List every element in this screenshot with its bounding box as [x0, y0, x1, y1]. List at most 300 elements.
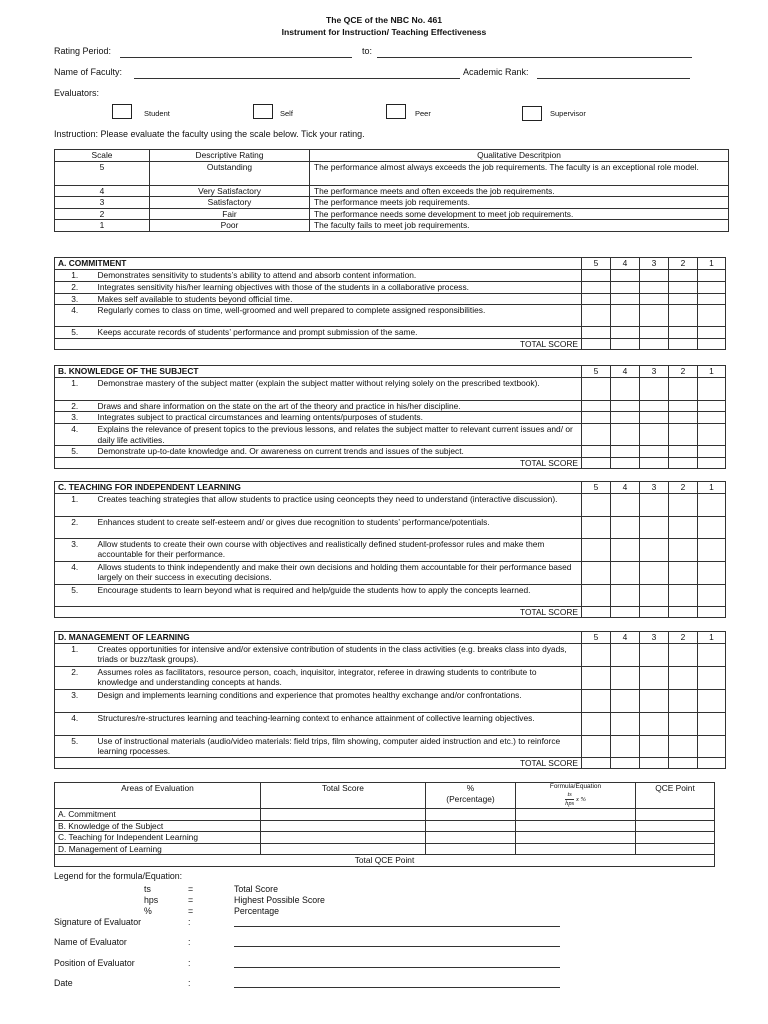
total-score-input[interactable] — [261, 809, 426, 821]
rating-cell-4[interactable] — [611, 643, 640, 666]
criterion-text: Encourage students to learn beyond what is required and help/guide the students how to apply the concepts learned. — [95, 584, 582, 606]
rating-cell-1[interactable] — [698, 561, 726, 584]
total-score-label: TOTAL SCORE — [55, 338, 582, 350]
rating-cell-3[interactable] — [640, 561, 669, 584]
section-header-row — [55, 366, 726, 378]
criterion-number: 5. — [55, 327, 95, 339]
rating-period-label: Rating Period: — [54, 46, 112, 56]
rating-cell-1[interactable] — [698, 327, 726, 339]
rating-cell-4[interactable] — [611, 269, 640, 281]
criterion-row — [55, 493, 726, 516]
section-d-table — [54, 631, 726, 769]
rating-cell-2[interactable] — [669, 712, 698, 735]
rating-header-2: 2 — [669, 632, 698, 644]
rating-cell-4[interactable] — [611, 538, 640, 561]
signature-colon: : — [188, 937, 191, 947]
self-checkbox[interactable] — [253, 104, 273, 119]
total-score-row — [55, 606, 726, 618]
rating-cell-5[interactable] — [582, 400, 611, 412]
rating-cell-2[interactable] — [669, 584, 698, 606]
criterion-text: Assumes roles as facilitators, resource person, coach, inquisitor, integrator, referee in drawing students to contribute to knowledge and understanding concepts at hands. — [95, 666, 582, 689]
legend-symbol: % — [144, 906, 152, 916]
rating-cell-5[interactable] — [582, 561, 611, 584]
descriptive-rating-header: Descriptive Rating — [150, 150, 310, 162]
total-score-cell-4[interactable] — [611, 606, 640, 618]
descriptive-rating: Poor — [150, 220, 310, 232]
signature-colon: : — [188, 917, 191, 927]
total-score-label: TOTAL SCORE — [55, 606, 582, 618]
rating-cell-2[interactable] — [669, 538, 698, 561]
total-score-cell-3[interactable] — [640, 606, 669, 618]
rating-cell-5[interactable] — [582, 689, 611, 712]
criterion-row — [55, 377, 726, 400]
rating-header-5: 5 — [582, 366, 611, 378]
rating-header-1: 1 — [698, 632, 726, 644]
criterion-number: 3. — [55, 538, 95, 561]
criterion-row — [55, 666, 726, 689]
total-score-cell-5[interactable] — [582, 338, 611, 350]
descriptive-rating: Outstanding — [150, 161, 310, 185]
section-header-row — [55, 258, 726, 270]
rating-cell-4[interactable] — [611, 293, 640, 305]
criterion-row — [55, 327, 726, 339]
signature-line-field[interactable] — [234, 967, 560, 968]
scale-value: 3 — [55, 197, 150, 209]
percentage-input[interactable] — [426, 809, 516, 821]
criterion-row — [55, 424, 726, 446]
criterion-row — [55, 584, 726, 606]
scale-row — [55, 220, 729, 232]
rating-cell-1[interactable] — [698, 735, 726, 757]
rating-cell-1[interactable] — [698, 269, 726, 281]
rating-cell-2[interactable] — [669, 561, 698, 584]
rating-cell-1[interactable] — [698, 293, 726, 305]
rating-cell-1[interactable] — [698, 516, 726, 538]
total-score-cell-4[interactable] — [611, 338, 640, 350]
descriptive-rating: Fair — [150, 208, 310, 220]
criterion-row — [55, 689, 726, 712]
rating-cell-2[interactable] — [669, 377, 698, 400]
signature-line-field[interactable] — [234, 987, 560, 988]
rating-cell-4[interactable] — [611, 424, 640, 446]
rating-cell-2[interactable] — [669, 493, 698, 516]
rating-cell-5[interactable] — [582, 377, 611, 400]
signature-colon: : — [188, 958, 191, 968]
qce-point-input[interactable] — [636, 809, 715, 821]
rating-header-5: 5 — [582, 258, 611, 270]
formula-input[interactable] — [516, 843, 636, 855]
area-of-evaluation: A. Commitment — [55, 809, 261, 821]
self-checkbox-label: Self — [280, 109, 293, 118]
total-score-cell-5[interactable] — [582, 457, 611, 469]
rating-cell-2[interactable] — [669, 424, 698, 446]
criterion-number: 5. — [55, 735, 95, 757]
rating-cell-3[interactable] — [640, 424, 669, 446]
rating-cell-4[interactable] — [611, 400, 640, 412]
summary-row — [55, 820, 715, 832]
academic-rank-field[interactable] — [537, 78, 690, 79]
rating-cell-1[interactable] — [698, 584, 726, 606]
rating-cell-2[interactable] — [669, 327, 698, 339]
rating-cell-3[interactable] — [640, 446, 669, 458]
rating-header-2: 2 — [669, 366, 698, 378]
instruction-text: Instruction: Please evaluate the faculty using the scale below. Tick your rating. — [54, 129, 365, 139]
supervisor-checkbox[interactable] — [522, 106, 542, 121]
rating-header-4: 4 — [611, 258, 640, 270]
rating-cell-1[interactable] — [698, 281, 726, 293]
criterion-number: 4. — [55, 424, 95, 446]
total-score-cell-5[interactable] — [582, 757, 611, 769]
qualitative-description: The performance almost always exceeds the job requirements. The faculty is an exceptional role model. — [310, 161, 729, 185]
rating-cell-3[interactable] — [640, 400, 669, 412]
rating-cell-5[interactable] — [582, 412, 611, 424]
criterion-number: 3. — [55, 689, 95, 712]
total-score-input[interactable] — [261, 843, 426, 855]
formula-input[interactable] — [516, 820, 636, 832]
criterion-row — [55, 561, 726, 584]
legend-title: Legend for the formula/Equation: — [54, 871, 183, 881]
rating-cell-4[interactable] — [611, 377, 640, 400]
rating-cell-1[interactable] — [698, 412, 726, 424]
legend-description: Highest Possible Score — [234, 895, 325, 905]
criterion-number: 4. — [55, 561, 95, 584]
criterion-number: 3. — [55, 412, 95, 424]
rating-cell-3[interactable] — [640, 584, 669, 606]
rating-cell-3[interactable] — [640, 516, 669, 538]
criterion-row — [55, 412, 726, 424]
total-score-label: TOTAL SCORE — [55, 757, 582, 769]
rating-cell-1[interactable] — [698, 689, 726, 712]
criterion-text: Makes self available to students beyond official time. — [95, 293, 582, 305]
criterion-number: 4. — [55, 305, 95, 327]
rating-cell-1[interactable] — [698, 493, 726, 516]
peer-checkbox-label: Peer — [415, 109, 431, 118]
total-score-cell-3[interactable] — [640, 757, 669, 769]
rating-cell-4[interactable] — [611, 666, 640, 689]
total-score-cell-4[interactable] — [611, 757, 640, 769]
criterion-number: 1. — [55, 269, 95, 281]
rating-cell-2[interactable] — [669, 689, 698, 712]
summary-total-row — [55, 855, 715, 867]
areas-header: Areas of Evaluation — [55, 783, 261, 809]
qce-point-input[interactable] — [636, 832, 715, 844]
rating-cell-2[interactable] — [669, 269, 698, 281]
rating-cell-4[interactable] — [611, 735, 640, 757]
signature-label: Date — [54, 978, 73, 988]
criterion-row — [55, 446, 726, 458]
rating-cell-5[interactable] — [582, 424, 611, 446]
rating-cell-2[interactable] — [669, 446, 698, 458]
rating-cell-3[interactable] — [640, 281, 669, 293]
criterion-row — [55, 305, 726, 327]
scale-row — [55, 197, 729, 209]
form-subtitle: Instrument for Instruction/ Teaching Effectiveness — [281, 27, 487, 37]
rating-cell-5[interactable] — [582, 712, 611, 735]
signature-label: Position of Evaluator — [54, 958, 135, 968]
rating-cell-2[interactable] — [669, 305, 698, 327]
scale-value: 1 — [55, 220, 150, 232]
section-title: D. MANAGEMENT OF LEARNING — [55, 632, 582, 644]
rating-cell-1[interactable] — [698, 446, 726, 458]
total-score-header: Total Score — [261, 783, 426, 809]
section-a-table — [54, 257, 726, 350]
criterion-row — [55, 735, 726, 757]
criterion-text: Use of instructional materials (audio/video materials: field trips, film showing, computer aided instruction and etc.) to reinforce learning rpocesses. — [95, 735, 582, 757]
signature-label: Signature of Evaluator — [54, 917, 142, 927]
qualitative-description-header: Qualitative Descritpion — [310, 150, 729, 162]
summary-row — [55, 843, 715, 855]
rating-cell-5[interactable] — [582, 584, 611, 606]
signature-label: Name of Evaluator — [54, 937, 127, 947]
percentage-input[interactable] — [426, 843, 516, 855]
total-score-row — [55, 757, 726, 769]
rating-cell-3[interactable] — [640, 269, 669, 281]
section-title: C. TEACHING FOR INDEPENDENT LEARNING — [55, 482, 582, 494]
total-score-input[interactable] — [261, 832, 426, 844]
criterion-text: Regularly comes to class on time, well-groomed and well prepared to complete assigned responsibilities. — [95, 305, 582, 327]
rating-header-4: 4 — [611, 366, 640, 378]
total-score-cell-5[interactable] — [582, 606, 611, 618]
criterion-text: Enhances student to create self-esteem and/ or gives due recognition to students’ performance/potentials. — [95, 516, 582, 538]
rating-cell-5[interactable] — [582, 643, 611, 666]
rating-cell-2[interactable] — [669, 400, 698, 412]
legend-symbol: hps — [144, 895, 159, 905]
criterion-number: 1. — [55, 493, 95, 516]
criterion-row — [55, 281, 726, 293]
rating-header-1: 1 — [698, 258, 726, 270]
area-of-evaluation: B. Knowledge of the Subject — [55, 820, 261, 832]
criterion-number: 1. — [55, 643, 95, 666]
legend-equals: = — [188, 906, 194, 916]
rating-cell-3[interactable] — [640, 305, 669, 327]
total-score-cell-3[interactable] — [640, 457, 669, 469]
criterion-text: Allows students to think independently and make their own decisions and holding them accountable for their performance based largely on their success in executing decisions. — [95, 561, 582, 584]
percent-symbol: % — [466, 783, 475, 793]
descriptive-rating: Satisfactory — [150, 197, 310, 209]
qualitative-description: The performance needs some development to meet job requirements. — [310, 208, 729, 220]
section-header-row — [55, 482, 726, 494]
rating-cell-3[interactable] — [640, 327, 669, 339]
criterion-row — [55, 712, 726, 735]
criterion-row — [55, 293, 726, 305]
supervisor-checkbox-label: Supervisor — [550, 109, 586, 118]
section-header-row — [55, 632, 726, 644]
criterion-number: 3. — [55, 293, 95, 305]
rating-cell-5[interactable] — [582, 516, 611, 538]
rating-cell-2[interactable] — [669, 293, 698, 305]
rating-cell-2[interactable] — [669, 735, 698, 757]
criterion-text: Keeps accurate records of students’ performance and prompt submission of the same. — [95, 327, 582, 339]
signature-line-field[interactable] — [234, 926, 560, 927]
section-c-table — [54, 481, 726, 618]
total-score-cell-1[interactable] — [698, 338, 726, 350]
total-score-cell-1[interactable] — [698, 457, 726, 469]
percentage-input[interactable] — [426, 820, 516, 832]
rating-cell-3[interactable] — [640, 377, 669, 400]
rating-cell-4[interactable] — [611, 305, 640, 327]
scale-row — [55, 185, 729, 197]
rating-cell-5[interactable] — [582, 446, 611, 458]
rating-cell-4[interactable] — [611, 561, 640, 584]
rating-cell-5[interactable] — [582, 538, 611, 561]
criterion-number: 2. — [55, 666, 95, 689]
formula-header — [516, 783, 636, 809]
rating-header-1: 1 — [698, 366, 726, 378]
section-title: A. COMMITMENT — [55, 258, 582, 270]
criterion-row — [55, 643, 726, 666]
faculty-name-field[interactable] — [134, 78, 460, 79]
summary-row — [55, 832, 715, 844]
section-b-table — [54, 365, 726, 469]
rating-cell-5[interactable] — [582, 735, 611, 757]
total-score-cell-2[interactable] — [669, 338, 698, 350]
rating-cell-3[interactable] — [640, 689, 669, 712]
evaluators-label: Evaluators: — [54, 88, 100, 98]
scale-header-row — [55, 150, 729, 162]
rating-cell-3[interactable] — [640, 538, 669, 561]
total-score-cell-4[interactable] — [611, 457, 640, 469]
student-checkbox[interactable] — [112, 104, 132, 119]
rating-cell-5[interactable] — [582, 293, 611, 305]
rating-cell-4[interactable] — [611, 281, 640, 293]
rating-cell-1[interactable] — [698, 666, 726, 689]
rating-cell-5[interactable] — [582, 305, 611, 327]
rating-cell-1[interactable] — [698, 712, 726, 735]
rating-cell-1[interactable] — [698, 377, 726, 400]
total-score-cell-2[interactable] — [669, 757, 698, 769]
criterion-text: Integrates subject to practical circumstances and learning ontents/purposes of students. — [95, 412, 582, 424]
rating-cell-1[interactable] — [698, 538, 726, 561]
legend-equals: = — [188, 884, 194, 894]
rating-cell-1[interactable] — [698, 400, 726, 412]
criterion-number: 2. — [55, 516, 95, 538]
criterion-text: Allow students to create their own course with objectives and realistically defined student-professor rules and make them accountable for their performance. — [95, 538, 582, 561]
criterion-row — [55, 400, 726, 412]
rating-header-3: 3 — [640, 632, 669, 644]
rating-header-3: 3 — [640, 258, 669, 270]
rating-cell-5[interactable] — [582, 269, 611, 281]
rating-period-to-field[interactable] — [377, 57, 692, 58]
criterion-text: Integrates sensitivity his/her learning objectives with those of the students in a collaborative process. — [95, 281, 582, 293]
qce-point-input[interactable] — [636, 843, 715, 855]
rating-header-2: 2 — [669, 258, 698, 270]
section-title: B. KNOWLEDGE OF THE SUBJECT — [55, 366, 582, 378]
rating-cell-2[interactable] — [669, 666, 698, 689]
rating-header-3: 3 — [640, 482, 669, 494]
scale-header: Scale — [55, 150, 150, 162]
total-score-cell-3[interactable] — [640, 338, 669, 350]
rating-cell-3[interactable] — [640, 293, 669, 305]
signature-line-field[interactable] — [234, 946, 560, 947]
rating-cell-4[interactable] — [611, 516, 640, 538]
formula-numerator: ts — [565, 791, 574, 800]
scale-row — [55, 161, 729, 185]
total-score-input[interactable] — [261, 820, 426, 832]
rating-period-from-field[interactable] — [120, 57, 352, 58]
total-score-cell-1[interactable] — [698, 757, 726, 769]
rating-cell-3[interactable] — [640, 493, 669, 516]
rating-cell-3[interactable] — [640, 735, 669, 757]
rating-cell-2[interactable] — [669, 412, 698, 424]
rating-cell-5[interactable] — [582, 493, 611, 516]
rating-header-4: 4 — [611, 632, 640, 644]
formula-label: Formula/Equation — [549, 783, 602, 790]
rating-cell-5[interactable] — [582, 281, 611, 293]
rating-header-1: 1 — [698, 482, 726, 494]
summary-row — [55, 809, 715, 821]
rating-cell-4[interactable] — [611, 446, 640, 458]
rating-cell-1[interactable] — [698, 424, 726, 446]
area-of-evaluation: C. Teaching for Independent Learning — [55, 832, 261, 844]
criterion-number: 2. — [55, 400, 95, 412]
rating-header-2: 2 — [669, 482, 698, 494]
form-title: The QCE of the NBC No. 461 — [325, 15, 443, 25]
formula-input[interactable] — [516, 809, 636, 821]
rating-cell-3[interactable] — [640, 712, 669, 735]
criterion-number: 5. — [55, 584, 95, 606]
total-score-cell-1[interactable] — [698, 606, 726, 618]
rating-cell-2[interactable] — [669, 516, 698, 538]
percentage-input[interactable] — [426, 832, 516, 844]
criterion-text: Creates opportunities for intensive and/or extensive contribution of students in the class activities (e.g. breaks class into dyads, triads or buzz/task groups). — [95, 643, 582, 666]
criterion-row — [55, 269, 726, 281]
formula-input[interactable] — [516, 832, 636, 844]
total-score-row — [55, 457, 726, 469]
rating-cell-4[interactable] — [611, 584, 640, 606]
rating-header-4: 4 — [611, 482, 640, 494]
legend-symbol: ts — [144, 884, 151, 894]
rating-cell-4[interactable] — [611, 412, 640, 424]
area-of-evaluation: D. Management of Learning — [55, 843, 261, 855]
criterion-text: Explains the relevance of present topics to the previous lessons, and relates the subject matter to relevant current issues and/ or daily life activities. — [95, 424, 582, 446]
rating-cell-3[interactable] — [640, 666, 669, 689]
total-score-cell-2[interactable] — [669, 606, 698, 618]
rating-cell-4[interactable] — [611, 493, 640, 516]
rating-cell-1[interactable] — [698, 305, 726, 327]
formula-denominator: hps — [565, 800, 575, 807]
rating-cell-3[interactable] — [640, 643, 669, 666]
rating-cell-4[interactable] — [611, 712, 640, 735]
rating-cell-2[interactable] — [669, 281, 698, 293]
criterion-text: Design and implements learning conditions and experience that promotes healthy exchange and/or confrontations. — [95, 689, 582, 712]
criterion-text: Structures/re-structures learning and teaching-learning context to enhance attainment of collective learning objectives. — [95, 712, 582, 735]
criterion-number: 5. — [55, 446, 95, 458]
peer-checkbox[interactable] — [386, 104, 406, 119]
rating-cell-3[interactable] — [640, 412, 669, 424]
legend-description: Total Score — [234, 884, 279, 894]
criterion-number: 1. — [55, 377, 95, 400]
criterion-text: Creates teaching strategies that allow students to practice using ceoncepts they need to understand (interactive discussion). — [95, 493, 582, 516]
rating-scale-table — [54, 149, 729, 232]
qce-point-header: QCE Point — [636, 783, 715, 809]
rating-cell-5[interactable] — [582, 666, 611, 689]
rating-cell-4[interactable] — [611, 327, 640, 339]
faculty-name-label: Name of Faculty: — [54, 67, 123, 77]
rating-period-to-label: to: — [362, 46, 373, 56]
total-score-cell-2[interactable] — [669, 457, 698, 469]
rating-cell-4[interactable] — [611, 689, 640, 712]
rating-cell-5[interactable] — [582, 327, 611, 339]
formula-suffix: x % — [575, 796, 586, 804]
formula-fraction — [565, 791, 574, 808]
criterion-text: Demonstrae mastery of the subject matter (explain the subject matter without relying solely on the prescribed textbook). — [95, 377, 582, 400]
scale-row — [55, 208, 729, 220]
scale-value: 2 — [55, 208, 150, 220]
rating-cell-2[interactable] — [669, 643, 698, 666]
qce-point-input[interactable] — [636, 820, 715, 832]
qualitative-description: The faculty fails to meet job requirements. — [310, 220, 729, 232]
rating-cell-1[interactable] — [698, 643, 726, 666]
